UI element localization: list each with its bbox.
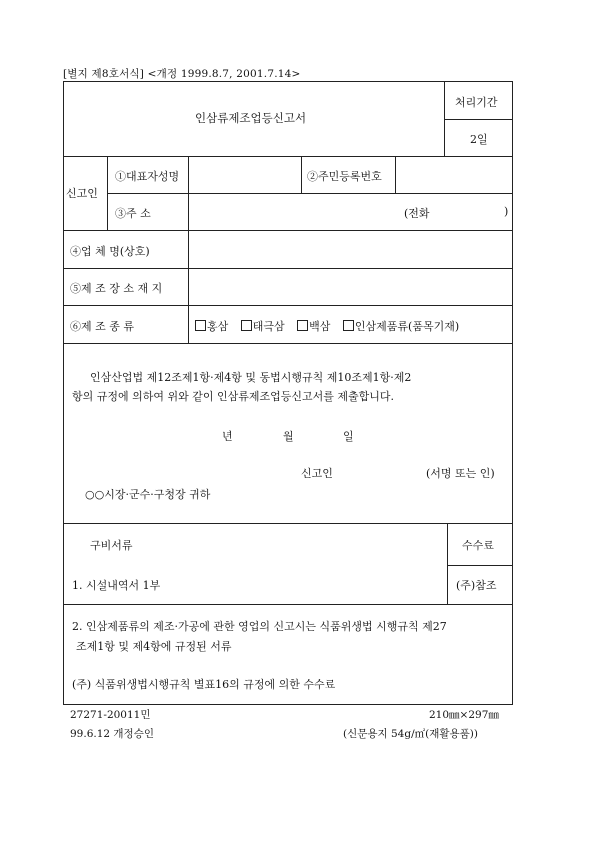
form-reference: [별지 제8호서식] <개정 1999.8.7, 2001.7.14> bbox=[63, 68, 301, 80]
rule bbox=[107, 193, 513, 194]
rule bbox=[395, 156, 396, 193]
document-item-1: 1. 시설내역서 1부 bbox=[72, 579, 161, 592]
option-taegeuksam[interactable]: 태극삼 bbox=[241, 320, 285, 333]
manufacture-type-options bbox=[195, 318, 459, 334]
rule bbox=[301, 156, 302, 193]
business-name-label: ④업 체 명(상호) bbox=[70, 245, 150, 258]
rule bbox=[107, 156, 108, 230]
fee-header: 수수료 bbox=[462, 539, 494, 552]
rule bbox=[63, 305, 513, 306]
form-number: 27271-20011민 bbox=[70, 709, 151, 721]
rule bbox=[188, 156, 189, 343]
declaration-line-1: 인삼산업법 제12조제1항·제4항 및 동법시행규칙 제10조제1항·제2 bbox=[90, 371, 412, 384]
rule bbox=[63, 343, 513, 344]
checkbox-icon[interactable] bbox=[195, 320, 206, 331]
declaration-line-2: 항의 규정에 의하여 위와 같이 인삼류제조업등신고서를 제출합니다. bbox=[72, 390, 395, 403]
rule bbox=[447, 565, 513, 566]
option-ginseng-products[interactable]: 인삼제품류(품목기재) bbox=[343, 320, 459, 333]
documents-header: 구비서류 bbox=[90, 539, 133, 552]
rule bbox=[63, 230, 513, 231]
processing-period-label: 처리기간 bbox=[455, 96, 498, 109]
applicant-section-label: 신고인 bbox=[66, 187, 98, 200]
checkbox-icon[interactable] bbox=[297, 320, 308, 331]
rule bbox=[444, 81, 445, 156]
phone-label: (전화 bbox=[404, 207, 430, 220]
signature-label: (서명 또는 인) bbox=[426, 467, 495, 480]
approval-date: 99.6.12 개정승인 bbox=[70, 728, 154, 740]
rule bbox=[63, 268, 513, 269]
option-hongsam[interactable]: 홍삼 bbox=[195, 320, 228, 333]
paper-type: (신문용지 54g/㎡(재활용품)) bbox=[343, 728, 478, 740]
date-month-label: 월 bbox=[283, 430, 294, 443]
document-item-2-line-1: 2. 인삼제품류의 제조·가공에 관한 영업의 신고시는 식품위생법 시행규칙 제27 bbox=[72, 620, 447, 633]
rule bbox=[444, 119, 513, 120]
checkbox-icon[interactable] bbox=[343, 320, 354, 331]
business-location-label: ⑤제 조 장 소 재 지 bbox=[70, 282, 163, 295]
addressee: ○○시장·군수·구청장 귀하 bbox=[85, 488, 211, 501]
paper-size: 210㎜×297㎜ bbox=[429, 709, 499, 721]
rule bbox=[447, 523, 448, 604]
rule bbox=[63, 156, 513, 157]
resident-no-label: ②주민등록번호 bbox=[307, 170, 382, 183]
fee-value: (주)참조 bbox=[456, 579, 497, 592]
address-label: ③주 소 bbox=[115, 207, 151, 220]
date-year-label: 년 bbox=[222, 430, 233, 443]
checkbox-icon[interactable] bbox=[241, 320, 252, 331]
rule bbox=[63, 523, 513, 524]
declarant-label: 신고인 bbox=[301, 467, 333, 480]
phone-close: ) bbox=[504, 205, 509, 218]
manufacture-type-label: ⑥제 조 종 류 bbox=[70, 320, 134, 333]
rep-name-label: ①대표자성명 bbox=[115, 170, 180, 183]
fee-note: (주) 식품위생법시행규칙 별표16의 규정에 의한 수수료 bbox=[72, 678, 336, 691]
processing-period-value: 2일 bbox=[470, 133, 488, 146]
option-baeksam[interactable]: 백삼 bbox=[297, 320, 330, 333]
rule bbox=[63, 604, 513, 605]
document-item-2-line-2: 조제1항 및 제4항에 규정된 서류 bbox=[76, 640, 232, 653]
date-day-label: 일 bbox=[343, 430, 354, 443]
form-title: 인삼류제조업등신고서 bbox=[195, 111, 307, 125]
